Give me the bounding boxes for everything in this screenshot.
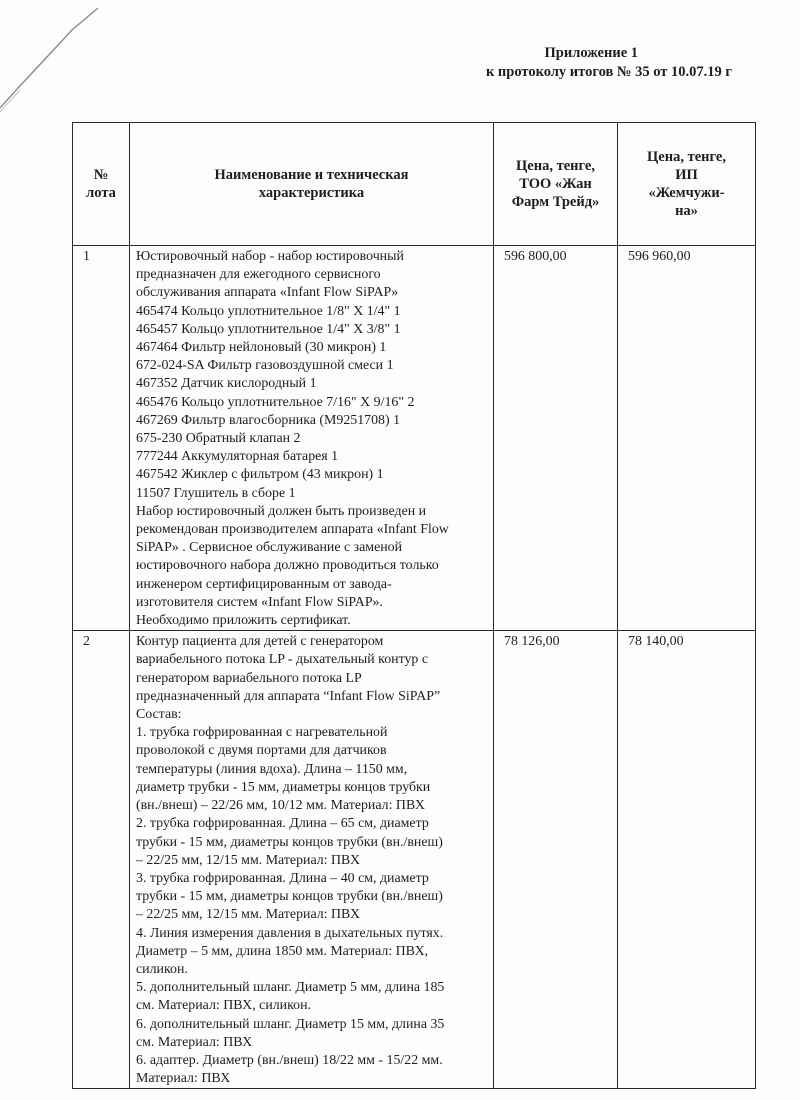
table-row — [73, 631, 756, 1089]
description-line: инженером сертифицированным от завода- — [136, 576, 392, 592]
scan-edge-artifact — [0, 0, 140, 140]
description-line: вариабельного потока LP - дыхательный контур с — [136, 652, 428, 668]
lot-number: 1 — [73, 246, 130, 631]
description-line: Материал: ПВХ — [136, 1071, 231, 1087]
description-line: Набор юстировочный должен быть произведен и — [136, 503, 427, 519]
price-zhan-farm-trade: 596 800,00 — [494, 246, 618, 631]
description-line: Контур пациента для детей с генератором — [136, 634, 384, 650]
header-label-line: Наименование и техническая — [214, 167, 409, 183]
header-price-zhemchuzhina — [618, 123, 756, 246]
lot-number: 2 — [73, 631, 130, 1089]
description-line: 467352 Датчик кислородный 1 — [136, 376, 317, 392]
description-line: обслуживания аппарата «Infant Flow SiPAP» — [136, 285, 399, 301]
header-label-line: «Жемчужи- — [648, 185, 725, 201]
description-line: изготовителя систем «Infant Flow SiPAP». — [136, 594, 383, 610]
lot-description — [130, 631, 494, 1089]
header-label-line: Цена, тенге, — [647, 149, 726, 165]
description-line: (вн./внеш) – 22/26 мм, 10/12 мм. Материал: ПВХ — [136, 798, 425, 814]
description-line: 4. Линия измерения давления в дыхательных путях. — [136, 925, 444, 941]
description-line: Необходимо приложить сертификат. — [136, 613, 351, 629]
header-name-characteristics — [130, 123, 494, 246]
lot-description — [130, 246, 494, 631]
header-lot-number — [73, 123, 130, 246]
lots-table — [72, 122, 756, 1089]
description-line: 465476 Кольцо уплотнительное 7/16" X 9/16" 2 — [136, 394, 415, 410]
header-label-line: Цена, тенге, — [516, 158, 595, 174]
price-zhan-farm-trade: 78 126,00 — [494, 631, 618, 1089]
description-line: 1. трубка гофрированная с нагревательной — [136, 725, 388, 741]
description-line: 6. адаптер. Диаметр (вн./внеш) 18/22 мм - 15/22 мм. — [136, 1052, 443, 1068]
description-line: 467269 Фильтр влагосборника (M9251708) 1 — [136, 412, 401, 428]
description-line: трубки - 15 мм, диаметры концов трубки (вн./внеш) — [136, 834, 443, 850]
header-label-line: № — [93, 167, 109, 183]
appendix-title: Приложение 1 — [544, 45, 638, 61]
description-line: – 22/25 мм, 12/15 мм. Материал: ПВХ — [136, 852, 360, 868]
description-line: 11507 Глушитель в сборе 1 — [136, 485, 296, 501]
description-line: 467542 Жиклер с фильтром (43 микрон) 1 — [136, 467, 384, 483]
description-line: см. Материал: ПВХ, силикон. — [136, 998, 312, 1014]
description-line: 6. дополнительный шланг. Диаметр 15 мм, длина 35 — [136, 1016, 445, 1032]
header-label-line: ТОО «Жан — [519, 176, 592, 192]
header-price-zhan-farm-trade — [494, 123, 618, 246]
description-line: Диаметр – 5 мм, длина 1850 мм. Материал: ПВХ, — [136, 943, 429, 959]
protocol-reference: к протоколу итогов № 35 от 10.07.19 г — [485, 64, 732, 80]
description-line: см. Материал: ПВХ — [136, 1034, 253, 1050]
description-line: SiPAP» . Сервисное обслуживание с заменой — [136, 540, 403, 556]
description-line: 3. трубка гофрированная. Длина – 40 см, диаметр — [136, 870, 429, 886]
header-label-line: характеристика — [258, 185, 365, 201]
description-line: диаметр трубки - 15 мм, диаметры концов трубки — [136, 779, 431, 795]
description-line: 675-230 Обратный клапан 2 — [136, 431, 301, 447]
description-line: 5. дополнительный шланг. Диаметр 5 мм, длина 185 — [136, 980, 445, 996]
table-header-row — [73, 123, 756, 246]
description-line: проволокой с двумя портами для датчиков — [136, 743, 387, 759]
price-zhemchuzhina: 596 960,00 — [618, 246, 756, 631]
appendix-header — [486, 44, 732, 82]
description-line: 2. трубка гофрированная. Длина – 65 см, диаметр — [136, 816, 429, 832]
description-line: 672-024-SA Фильтр газовоздушной смеси 1 — [136, 358, 394, 374]
description-line: Юстировочный набор - набор юстировочный — [136, 249, 404, 264]
description-line: юстировочного набора должно проводиться только — [136, 558, 439, 574]
description-line: 467464 Фильтр нейлоновый (30 микрон) 1 — [136, 340, 387, 356]
description-line: предназначен для ежегодного сервисного — [136, 267, 381, 283]
description-line: Состав: — [136, 707, 182, 723]
description-line: – 22/25 мм, 12/15 мм. Материал: ПВХ — [136, 907, 360, 923]
description-line: 777244 Аккумуляторная батарея 1 — [136, 449, 339, 465]
description-line: температуры (линия вдоха). Длина – 1150 мм, — [136, 761, 408, 777]
description-line: генератором вариабельного потока LP — [136, 670, 362, 686]
description-line: 465474 Кольцо уплотнительное 1/8" X 1/4" 1 — [136, 303, 401, 319]
header-label-line: Фарм Трейд» — [511, 194, 600, 210]
header-label-line: лота — [86, 185, 116, 201]
header-label-line: на» — [675, 203, 698, 219]
description-line: 465457 Кольцо уплотнительное 1/4" X 3/8" 1 — [136, 321, 401, 337]
description-line: предназначенный для аппарата “Infant Flow SiPAP” — [136, 688, 441, 704]
price-zhemchuzhina: 78 140,00 — [618, 631, 756, 1089]
description-line: силикон. — [136, 961, 188, 977]
header-label-line: ИП — [675, 167, 698, 183]
table-row — [73, 246, 756, 631]
description-line: трубки - 15 мм, диаметры концов трубки (вн./внеш) — [136, 889, 443, 905]
description-line: рекомендован производителем аппарата «Infant Flow — [136, 522, 449, 538]
